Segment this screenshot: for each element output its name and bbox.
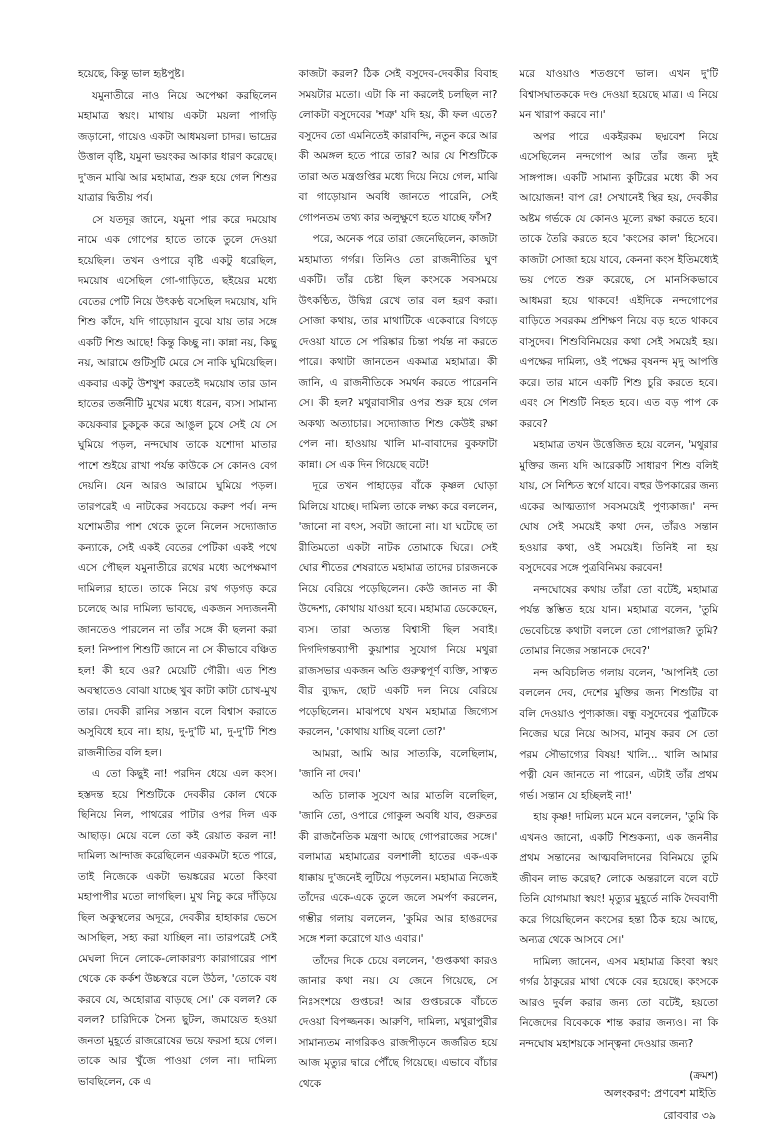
paragraph: এ তো কিছুই না! পরদিন ধেয়ে এল কংস। হস্তদন্ত হয়ে শিশুটিকে দেবকীর কোল থেকে ছিনিয়ে নিল, পাথরের পাটার ওপর দিল এক আছাড়। মেয়ে বলে তো কই রেয়াত করল না! দামিল্য আন্দাজ করেছিলেন এরকমটা হতে পারে, তাই নিজেকে একটা ভয়ঙ্করের মতো কিংবা মহাপাপীর মতো লাগছিল। মুখ নিচু করে দাঁড়িয়ে ছিল অকুস্থলের অদূরে, দেবকীর হাহাকার ভেসে আসছিল, সহ্য করা যাচ্ছিল না। তারপরেই সেই মেঘলা দিনে লোকে-লোকারণ্য কারাগারের পাশ থেকে কে কর্কশ উচ্চস্বরে বলে উঠল, 'তোকে বধ করবে যে, অহোরাত্র বাড়ছে সে।' কে বলল? কে বলল? চারিদিকে সৈন্য ছুটল, জমায়েত হওয়া জনতা মুহূর্তে রাজরোষের ভয়ে ফরসা হয়ে গেল। তাকে আর খুঁজে পাওয়া গেল না। দামিল্য ভাবছিলেন, কে এ	[78, 768, 277, 1088]
paragraph: সে যতদূর জানে, যমুনা পার করে দময়োষ নামে এক গোপের হাতে তাকে তুলে দেওয়া হয়েছিল। তখন ওপারে বৃষ্টি একটু ধরেছিল, দময়োষ এসেছিল গো-গাড়িতে, ছইয়ের মধ্যে বেতের পেটি নিয়ে উৎকণ্ঠ বসেছিল দময়োষ, যদি শিশু কাঁদে, যদি গাড়োয়ান বুঝে যায় তার সঙ্গে একটি শিশু আছে! কিন্তু কিচ্ছু না। কান্না নয়, কিছু নয়, আরামে গুটিসুটি মেরে সে নাকি ঘুমিয়েছিল। একবার একটু উশখুশ করতেই দময়োষ তার ডান হাতের তর্জনীটি মুখের মধ্যে ধরেন, ব্যস। সামান্য কয়েকবার চুকচুক করে আঙুল চুষে সেই যে সে ঘুমিয়ে পড়ল, নন্দঘোষ তাকে যশোদা মাতার পাশে শুইয়ে রাখা পর্যন্ত কাউকে সে কোনও বেগ দেয়নি। যেন আরও আরামে ঘুমিয়ে পড়ল। তারপরেই এ নাটকের সবচেয়ে করুণ পর্ব। নন্দ যশোমতীর পাশ থেকে তুলে নিলেন সদ্যোজাত কন্যাকে, সেই একই বেতের পেটিকা একই পথে এসে পৌছল যমুনাতীরে রথের মধ্যে অপেক্ষমাণ দামিল্যর হাতে। তাকে নিয়ে রথ গড়গড় করে চলেছে আর দামিল্য ভাবছে, একজন সদ্যজননী জানতেও পারলেন না তাঁর সঙ্গে কী ছলনা করা হল! নিষ্পাপ শিশুটি জানে না সে কীভাবে বঞ্চিত হল! কী হবে ওর? মেয়েটি গৌরী। এত শিশু অবস্থাতেও বোঝা যাচ্ছে খুব কাটা কাটা চোখ-মুখ তার। দেবকী রানির সন্তান বলে বিশ্বাস করাতে অসুবিধে হবে না। হায়, দু-দু'টি মা, দু-দু'টি শিশু রাজনীতির বলি হল।	[78, 213, 277, 759]
paragraph: তাঁদের দিকে চেয়ে বললেন, 'গুপ্তকথা কারও জানার কথা নয়। যে জেনে গিয়েছে, সে নিঃসংশয়ে গুপ্তচর! আর গুপ্তচরকে বাঁচতে দেওয়া বিপজ্জনক। আরুণি, দামিল্য, মথুরাপুরীর সামান্যতম নাগরিকও রাজপীড়নে জর্জরিত হয়ে আজ মৃত্যুর দ্বারে পৌঁছে গিয়েছে। এভাবে বাঁচার থেকে	[298, 954, 498, 1090]
paragraph: নন্দ অবিচলিত গলায় বলেন, 'আপনিই তো বললেন দেব, দেশের মুক্তির জন্য শিশুটির বা বলি দেওয়াও পুণ্যকাজ। বন্ধু বসুদেবের পুত্রটিকে নিজের ঘরে নিয়ে আসব, মানুষ করব সে তো পরম সৌভাগ্যের বিষয়! খালি... খালি আমার পত্নী যেন জানতে না পারেন, এটাই তাঁর প্রথম গর্ভ। সন্তান যে হচ্ছিলই না!'	[519, 666, 719, 802]
column-2	[298, 64, 498, 1090]
paragraph: দূরে তখন পাহাড়ের বাঁকে কৃষ্ণল ঘোড়া মিলিয়ে যাচ্ছে। দামিল্য তাকে লক্ষ্য করে বললেন, 'জানো না বৎস, সবটা জানো না। যা ঘটেছে তা রীতিমতো একটা নাটক তোমাকে ঘিরে। সেই ঘোর শীতের শেষরাতে মহামাত্র তাদের চারজনকে নিয়ে বেরিয়ে পড়েছিলেন। কেউ জানত না কী উদ্দেশ্য, কোথায় যাওয়া হবে। মহামাত্র ডেকেছেন, ব্যস। তারা অত্যন্ত বিশ্বাসী ছিল সবাই। দিগদিগন্তব্যাপী কুয়াশার সুযোগ নিয়ে মথুরা রাজসভার একজন অতি গুরুত্বপূর্ণ ব্যক্তি, সাত্বত বীর ব্যুদ্ধদ, ছোট একটি দল নিয়ে বেরিয়ে পড়েছিলেন। মাঝপথে যখন মহামাত্র জিগ্যেস করলেন, 'কোথায় যাচ্ছি বলো তো?'	[298, 480, 498, 738]
paragraph: কাজটা করল? ঠিক সেই বসুদেব-দেবকীর বিবাহ সময়টার মতো। এটা কি না করলেই চলছিল না? লোকটা বসুদেবের 'শত্রু' যদি হয়, কী ফল এতে? বসুদেব তো এমনিতেই কারাবন্দি, নতুন করে আর কী অমঙ্গল হতে পারে তার? আর যে শিশুটিকে তারা অত মন্ত্রগুপ্তির মধ্যে দিয়ে নিয়ে গেল, মাঝি বা গাড়োয়ান অবধি জানতে পারেনি, সেই গোপনতম তথ্য কার অলুক্ষুণে হতে যাচ্ছে ফাঁস?	[298, 68, 498, 224]
paragraph: পরে, অনেক পরে তারা জেনেছিলেন, কাজটা মহামাত্য গর্গর। তিনিও তো রাজনীতির ঘুণ একটি। তাঁর চেষ্টা ছিল কংসকে সবসময়ে উৎকণ্ঠিত, উদ্বিগ্ন রেখে তার বল হরণ করা। সোজা কথায়, তার মাথাটিকে একেবারে বিগড়ে দেওয়া যাতে সে পরিষ্কার চিন্তা পর্যন্ত না করতে পারে। কথাটা জানতেন একমাত্র মহামাত্র। কী জানি, এ রাজনীতিকে সমর্থন করতে পারেননি সে। কী হল? মথুরাবাসীর ওপর শুরু হয়ে গেল অকথ্য অত্যাচার। সদ্যোজাত শিশু কেউই রক্ষা পেল না। হাওয়ায় খালি মা-বাবাদের বুকফাটা কান্না। সে এক দিন গিয়েছে বটে!	[298, 233, 498, 471]
paragraph: অপর পারে একইরকম ছদ্মবেশ নিয়ে এসেছিলেন নন্দগোপ আর তাঁর জন্য দুই সাঙ্গপাঙ্গ। একটি সামান্য কুটিরের মধ্যে কী সব আয়োজন! বাপ রে! সেখানেই স্থির হয়, দেবকীর অষ্টম গর্ভকে যে কোনও মূল্যে রক্ষা করতে হবে। তাকে তৈরি করতে হবে 'কংসের কাল' হিসেবে। কাজটা সোজা হয়ে যাবে, কেননা কংস ইতিমধ্যেই ভয় পেতে শুরু করেছে, সে মানসিকভাবে আধমরা হয়ে থাকবে! এইদিকে নন্দগোপের বাড়িতে সবরকম প্রশিক্ষণ নিয়ে বড় হতে থাকবে বাসুদেব। শিশুবিনিময়ের কথা সেই সময়েই হয়। এপক্ষের দামিল্য, ওই পক্ষের বৃষনন্দ মৃদু আপত্তি করে। তার মানে একটি শিশু চুরি করতে হবে। এবং সে শিশুটি নিহত হবে। এত বড় পাপ কে করবে?	[519, 130, 719, 430]
paragraph: আমরা, আমি আর সাত্যকি, বলেছিলাম, 'জানি না দেব।'	[298, 747, 498, 780]
paragraph: যমুনাতীরে নাও নিয়ে অপেক্ষা করছিলেন মহামাত্র স্বয়ং। মাথায় একটা ময়লা পাগড়ি জড়ানো, গায়েও একটা আধময়লা চাদর। ভাদ্রের উত্তাল বৃষ্টি, যমুনা ভয়ংকর আকার ধারণ করেছে। দু'জন মাঝি আর মহামাত্র, শুরু হয়ে গেল শিশুর যাত্রার দ্বিতীয় পর্ব।	[78, 89, 277, 204]
illustration-credit: অলংকরণ: প্রণবেশ মাইতি	[604, 1087, 716, 1100]
column-3	[519, 64, 719, 1082]
paragraph: অতি চালাক সুযেণ আর মাতলি বলেছিল, 'জানি তো, ওপারে গোকুল অবধি যাব, গুরুতর কী রাজনৈতিক মন্ত্রণা আছে গোপরাজের সঙ্গে।' বলামাত্র মহামাত্রের বলশালী হাতের এক-এক ধাক্কায় দু'জনেই লুটিয়ে পড়লেন। মহামাত্র নিজেই তাঁদের একে-একে তুলে জলে সমর্পণ করলেন, গম্ভীর গলায় বললেন, 'কুমির আর হাঙরদের সঙ্গে শলা করোগে যাও এবার।'	[298, 789, 498, 945]
paragraph: দামিল্য জানেন, এসব মহামাত্র কিংবা স্বয়ং গর্গর ঠাকুরের মাথা থেকে বের হয়েছে। কংসকে আরও দুর্বল করার জন্য তো বটেই, হয়তো নিজেদের বিবেককে শান্ত করার জন্যও। না কি নন্দঘোষ মহাশয়কে সান্ত্বনা দেওয়ার জন্য?	[519, 955, 719, 1050]
paragraph: মরে যাওয়াও শতগুণে ভাল। এখন দু'টি বিশ্বাসঘাতককে দণ্ড দেওয়া হয়েছে মাত্র। এ নিয়ে মন খারাপ করবে না।'	[519, 68, 719, 121]
article-body	[78, 64, 719, 1090]
column-1	[78, 64, 277, 1088]
continued-marker: (ক্রমশ)	[689, 1070, 719, 1082]
paragraph: নন্দঘোষের কথায় তাঁরা তো বটেই, মহামাত্র পর্যন্ত স্তম্ভিত হয়ে যান। মহামাত্র বলেন, 'তুমি ভেবেচিন্তে কথাটা বললে তো গোপরাজ? তুমি? তোমার নিজের সন্তানকে দেবে?'	[519, 583, 719, 657]
paragraph: মহামাত্র তখন উত্তেজিত হয়ে বলেন, 'মথুরার মুক্তির জন্য যদি আরেকটি সাধারণ শিশু বলিই যায়, সে নিশ্চিত স্বর্গে যাবে। বহুর উপকারের জন্য একের আত্মত্যাগ সবসময়েই পুণ্যকাজ।' নন্দ ঘোষ সেই সময়েই কথা দেন, তাঁরও সন্তান হওয়ার কথা, ওই সময়েই। তিনিই না হয় বসুদেবের সঙ্গে পুত্রবিনিময় করবেন!	[519, 439, 719, 574]
paragraph: হায় কৃষ্ণ! দামিল্য মনে মনে বললেন, 'তুমি কি এখনও জানো, একটি শিশুকন্যা, এক জননীর প্রথম সন্তানের আত্মবলিদানের বিনিময়ে তুমি জীবন লাভ করেছ? লোকে অন্তরালে বলে বটে তিনি যোগমায়া স্বয়ং! মৃত্যুর মুহূর্তে নাকি দৈববাণী করে গিয়েছিলেন কংসের হন্তা ঠিক হয়ে আছে, অন্যত্র থেকে আসবে সে।'	[519, 811, 719, 946]
paragraph: হয়েছে, কিন্তু ভাল হৃষ্টপুষ্ট।	[78, 68, 185, 80]
page-footer: রোববার ৩৯	[663, 1109, 716, 1122]
